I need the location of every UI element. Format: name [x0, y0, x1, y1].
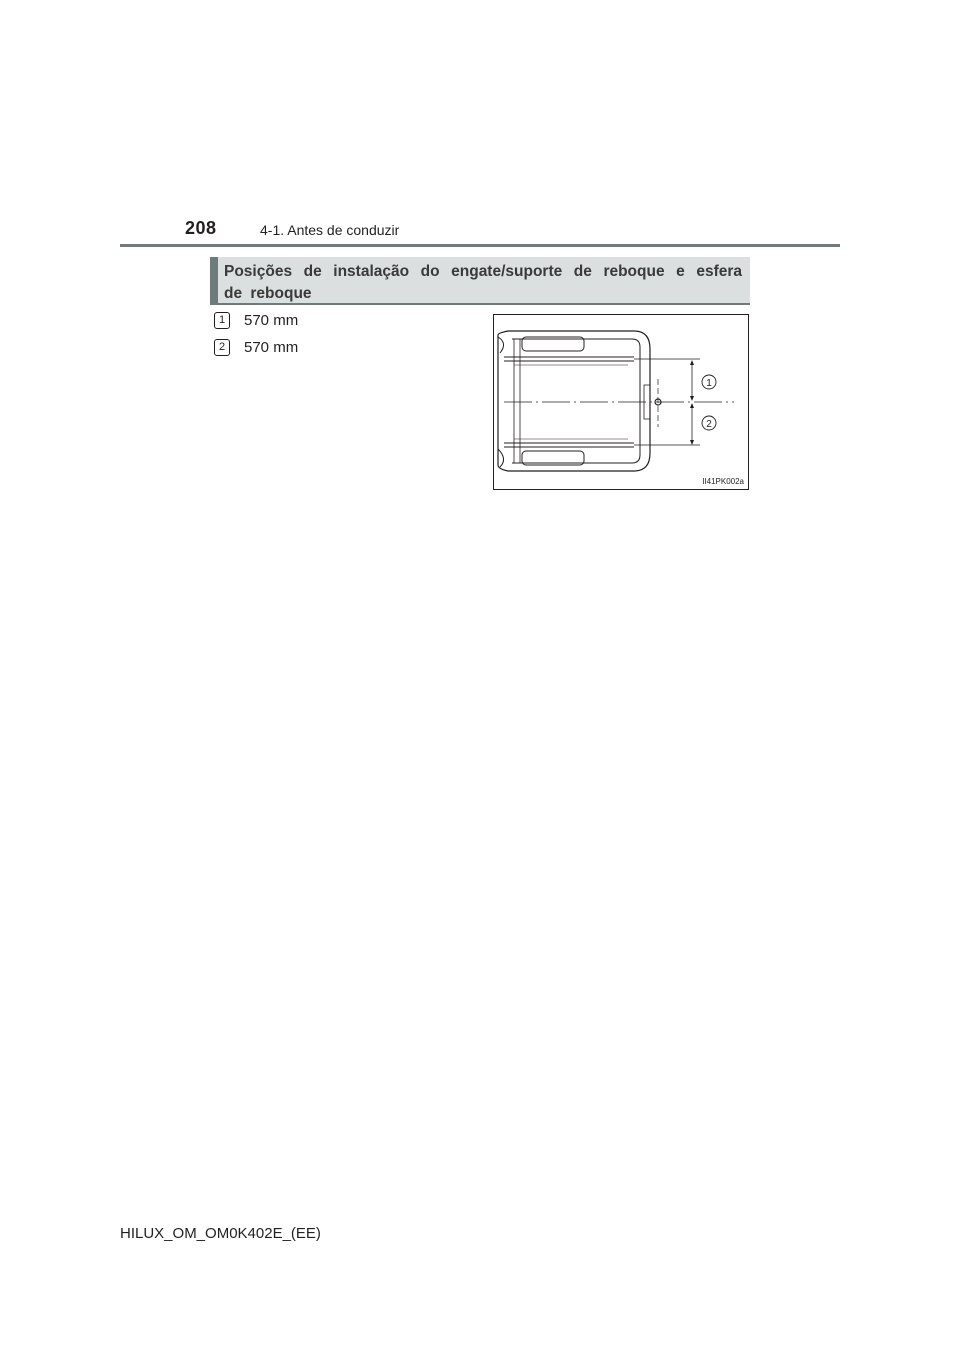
arrow-2-bottom [690, 440, 694, 445]
callout-label-2: 2 [706, 419, 712, 430]
section-title: 4-1. Antes de conduzir [260, 222, 400, 238]
callout-badge-1: 1 [214, 312, 230, 329]
list-item-text: 570 mm [244, 339, 299, 356]
vehicle-body-outline [498, 331, 650, 471]
header-rule [120, 244, 840, 247]
arrow-2-top [690, 403, 694, 408]
callout-label-1: 1 [706, 378, 712, 389]
callout-badge-2: 2 [214, 339, 230, 356]
list-item-2 [214, 339, 298, 356]
list-item-text: 570 mm [244, 312, 299, 329]
arrow-1-top [690, 360, 694, 365]
footer-document-id: HILUX_OM_OM0K402E_(EE) [120, 1225, 321, 1242]
page-number: 208 [185, 218, 217, 238]
figure-code: II41PK002a [702, 477, 744, 486]
section-heading [210, 257, 750, 305]
heading-text: Posições de instalação do engate/suporte de reboque e esfera de reboque [224, 263, 742, 302]
wheel-bottom [498, 449, 504, 467]
wheel-top [498, 337, 504, 353]
cargo-bed-outline [512, 339, 640, 463]
vehicle-top-view-drawing [494, 315, 749, 490]
list-item-1 [214, 312, 298, 329]
heading-accent-bar [210, 257, 218, 303]
arrow-1-bottom [690, 396, 694, 401]
vehicle-diagram [493, 314, 749, 490]
